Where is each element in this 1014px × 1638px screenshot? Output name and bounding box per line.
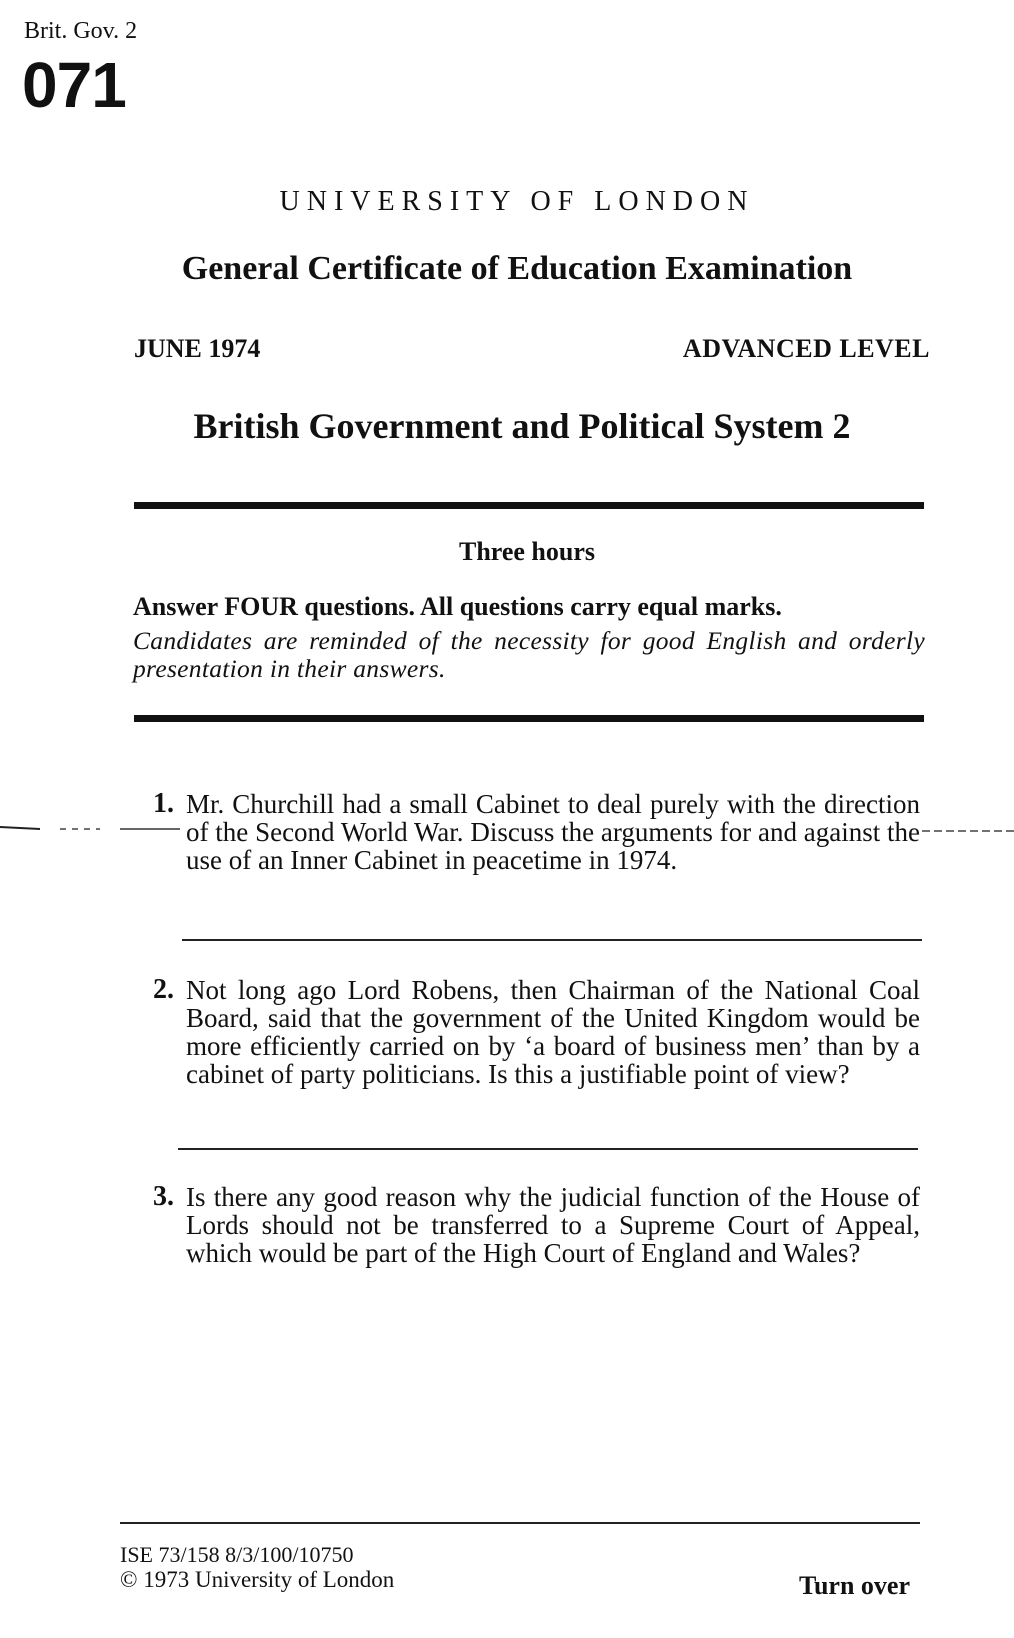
footer-reference: ISE 73/158 8/3/100/10750 (120, 1542, 354, 1567)
exam-title: General Certificate of Education Examination (181, 250, 853, 287)
scan-artifact-right (922, 826, 1014, 836)
divider-instructions (134, 715, 924, 722)
question-number: 3. (153, 1181, 174, 1212)
exam-date: JUNE 1974 (134, 334, 261, 363)
exam-level: ADVANCED LEVEL (682, 334, 930, 363)
divider-top (134, 502, 924, 509)
subject-title: British Government and Political System 2 (193, 406, 851, 446)
university-name: UNIVERSITY OF LONDON (279, 186, 755, 217)
question-separator (178, 1148, 918, 1150)
footer-divider (120, 1522, 920, 1524)
question-3 (130, 1183, 920, 1267)
exam-duration: Three hours (458, 537, 596, 566)
scan-artifact-left (0, 822, 180, 836)
question-1 (130, 790, 920, 874)
series-code: Brit. Gov. 2 (24, 18, 138, 44)
question-separator (182, 939, 922, 941)
question-number: 2. (153, 974, 174, 1005)
question-2 (130, 976, 920, 1088)
question-text: Is there any good reason why the judicial function of the House of Lords should not be transferred to a Supreme Court of Appeal, which would be part of the High Court of England and Wales? (186, 1182, 920, 1268)
question-number: 1. (153, 788, 174, 819)
candidate-reminder: Candidates are reminded of the necessity for good English and orderly presentation in their answers. (133, 626, 925, 683)
turn-over-note: Turn over (799, 1571, 910, 1600)
paper-number: 071 (22, 49, 126, 121)
footer-copyright: © 1973 University of London (120, 1567, 395, 1592)
answer-instructions: Answer FOUR questions. All questions carry equal marks. (133, 592, 782, 621)
question-text: Mr. Churchill had a small Cabinet to deal purely with the direction of the Second World War. Discuss the arguments for and against the use of an Inner Cabinet in peacetime in 1974. (186, 789, 920, 875)
question-text: Not long ago Lord Robens, then Chairman of the National Coal Board, said that the government of the United Kingdom would be more efficiently carried on by ‘a board of business men’ than by a cabinet of party politicians. Is this a justifiable point of view? (186, 975, 920, 1089)
